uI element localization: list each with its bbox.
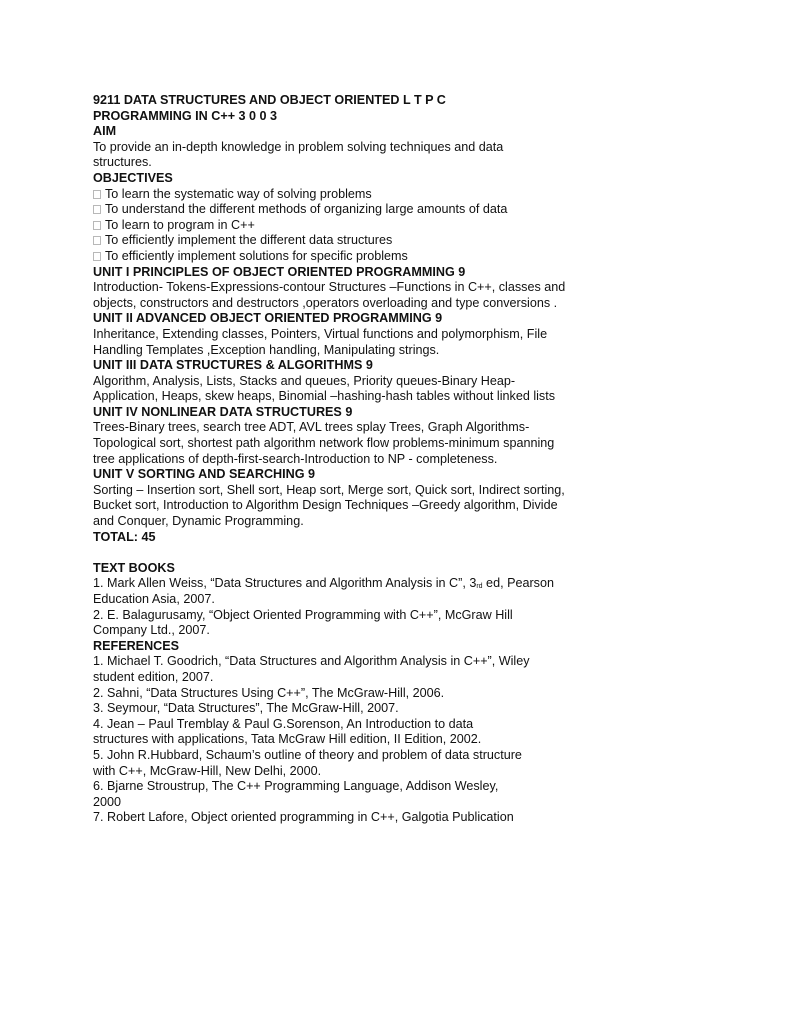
unit-4-heading: UNIT IV NONLINEAR DATA STRUCTURES 9 [93,404,353,419]
objective-item [93,249,753,265]
objective-text: To understand the different methods of organizing large amounts of data [105,202,508,217]
unit-4-text-line: Trees-Binary trees, search tree ADT, AVL trees splay Trees, Graph Algorithms- [93,420,530,435]
aim-text-line: structures. [93,155,152,170]
unit-2-text-line: Handling Templates ,Exception handling, Manipulating strings. [93,342,440,357]
unit-4-text-line: tree applications of depth-first-search-Introduction to NP - completeness. [93,451,498,466]
objective-text: To efficiently implement solutions for specific problems [105,248,408,263]
bullet-box-icon [93,190,101,199]
objective-text: To learn to program in C++ [105,217,255,232]
aim-text-line: To provide an in-depth knowledge in problem solving techniques and data [93,139,504,154]
bullet-box-icon [93,252,101,261]
objective-text: To learn the systematic way of solving problems [105,186,372,201]
unit-5-text-line: Bucket sort, Introduction to Algorithm Design Techniques –Greedy algorithm, Divide [93,498,558,513]
objective-item [93,218,753,234]
unit-1-text-line: Introduction- Tokens-Expressions-contour Structures –Functions in C++, classes and [93,280,566,295]
textbook-1-text: 1. Mark Allen Weiss, “Data Structures and Algorithm Analysis in C”, 3 [93,576,477,591]
reference-line: 5. John R.Hubbard, Schaum’s outline of theory and problem of data structure [93,747,522,762]
reference-line: student edition, 2007. [93,669,214,684]
references-heading: REFERENCES [93,638,180,653]
unit-3-text-line: Application, Heaps, skew heaps, Binomial –hashing-hash tables without linked lists [93,389,556,404]
unit-3-text-line: Algorithm, Analysis, Lists, Stacks and queues, Priority queues-Binary Heap- [93,373,516,388]
textbook-2-line-1: 2. E. Balagurusamy, “Object Oriented Programming with C++”, McGraw Hill [93,607,513,622]
bullet-box-icon [93,221,101,230]
textbooks-heading: TEXT BOOKS [93,560,175,575]
unit-2-heading: UNIT II ADVANCED OBJECT ORIENTED PROGRAMMING 9 [93,311,443,326]
bullet-box-icon [93,205,101,214]
reference-line: structures with applications, Tata McGraw Hill edition, II Edition, 2002. [93,732,482,747]
syllabus-document [93,93,753,826]
reference-line: with C++, McGraw-Hill, New Delhi, 2000. [93,763,322,778]
reference-line: 7. Robert Lafore, Object oriented programming in C++, Galgotia Publication [93,810,514,825]
reference-line: 3. Seymour, “Data Structures”, The McGraw-Hill, 2007. [93,701,399,716]
objective-text: To efficiently implement the different data structures [105,233,393,248]
unit-2-text-line: Inheritance, Extending classes, Pointers, Virtual functions and polymorphism, File [93,326,548,341]
reference-line: 1. Michael T. Goodrich, “Data Structures and Algorithm Analysis in C++”, Wiley [93,654,530,669]
textbook-1-line-1 [93,576,753,592]
reference-line: 2. Sahni, “Data Structures Using C++”, The McGraw-Hill, 2006. [93,685,445,700]
ordinal-suffix: rd [476,583,483,591]
unit-5-text-line: and Conquer, Dynamic Programming. [93,514,304,529]
objective-item [93,233,753,249]
unit-1-heading: UNIT I PRINCIPLES OF OBJECT ORIENTED PROGRAMMING 9 [93,264,466,279]
reference-line: 4. Jean – Paul Tremblay & Paul G.Sorenson, An Introduction to data [93,716,474,731]
blank-line [93,545,753,561]
unit-5-heading: UNIT V SORTING AND SEARCHING 9 [93,467,316,482]
bullet-box-icon [93,236,101,245]
aim-heading: AIM [93,124,117,139]
textbook-1-text-end: ed, Pearson [482,576,554,591]
unit-1-text-line: objects, constructors and destructors ,operators overloading and type conversions . [93,295,558,310]
unit-3-heading: UNIT III DATA STRUCTURES & ALGORITHMS 9 [93,358,373,373]
course-title-line-2: PROGRAMMING IN C++ 3 0 0 3 [93,108,278,123]
objective-item [93,187,753,203]
reference-line: 2000 [93,794,122,809]
textbook-2-line-2: Company Ltd., 2007. [93,623,210,638]
reference-line: 6. Bjarne Stroustrup, The C++ Programming Language, Addison Wesley, [93,779,499,794]
course-title-line-1: 9211 DATA STRUCTURES AND OBJECT ORIENTED L T P C [93,93,446,107]
unit-4-text-line: Topological sort, shortest path algorithm network flow problems-minimum spanning [93,436,555,451]
unit-5-text-line: Sorting – Insertion sort, Shell sort, Heap sort, Merge sort, Quick sort, Indirect sorting, [93,482,565,497]
total-hours: TOTAL: 45 [93,529,156,544]
objective-item [93,202,753,218]
objectives-heading: OBJECTIVES [93,170,173,185]
textbook-1-line-2: Education Asia, 2007. [93,592,215,606]
